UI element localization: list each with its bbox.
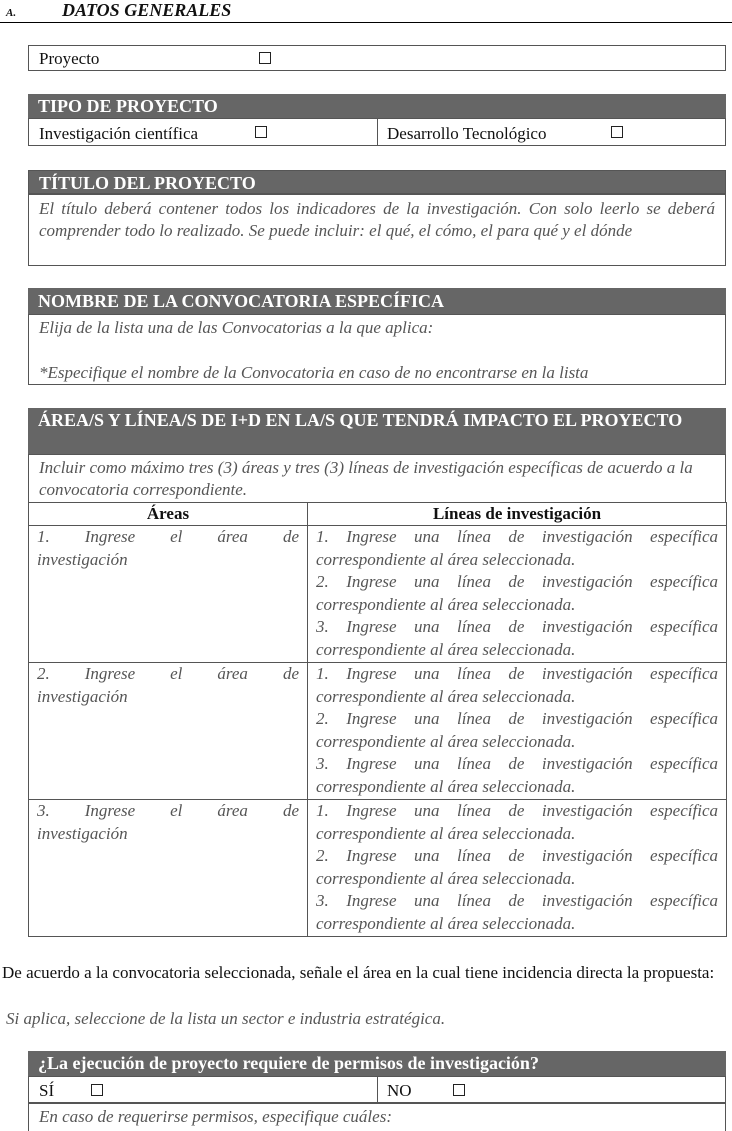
proyecto-label: Proyecto [39, 49, 100, 68]
linea-item: 2. Ingrese una línea de investigación específica correspondiente al área seleccionada. [316, 709, 718, 751]
lineas-cell-1[interactable] [308, 526, 727, 663]
sector-text: De acuerdo a la convocatoria seleccionada, señale el área en la cual tiene incidencia directa la propuesta: [2, 963, 715, 982]
areas-table [28, 502, 727, 937]
areas-header: ÁREA/S Y LÍNEA/S DE I+D EN LA/S QUE TENDRÁ IMPACTO EL PROYECTO [28, 408, 726, 454]
area-cell-3[interactable] [29, 800, 308, 937]
investigacion-checkbox[interactable] [255, 126, 267, 138]
linea-item: 1. Ingrese una línea de investigación específica correspondiente al área seleccionada. [316, 801, 718, 843]
linea-item: 2. Ingrese una línea de investigación específica correspondiente al área seleccionada. [316, 846, 718, 888]
proyecto-row [28, 45, 726, 71]
section-number: A. [6, 7, 17, 19]
permisos-divider [377, 1077, 378, 1102]
sector-hint[interactable]: Si aplica, seleccione de la lista un sector e industria estratégica. [6, 1009, 446, 1028]
tipo-option-investigacion: Investigación científica [39, 124, 199, 143]
lineas-cell-2[interactable] [308, 663, 727, 800]
convocatoria-hint: Elija de la lista una de las Convocatorias a la que aplica: [39, 318, 434, 337]
area-text: 1. Ingrese el área de [37, 527, 299, 546]
areas-table-header [29, 503, 727, 526]
permisos-no-label: NO [387, 1081, 412, 1100]
lineas-cell-3[interactable] [308, 800, 727, 937]
convocatoria-body[interactable] [28, 314, 726, 385]
permisos-yes-label: SÍ [39, 1081, 55, 1100]
section-title [0, 0, 732, 23]
col-lineas: Líneas de investigación [308, 503, 727, 526]
areas-hint: Incluir como máximo tres (3) áreas y tres (3) líneas de investigación específicas de acuerdo a la convocatoria correspondiente. [28, 454, 726, 503]
tipo-option-desarrollo: Desarrollo Tecnológico [387, 124, 547, 143]
linea-item: 3. Ingrese una línea de investigación específica correspondiente al área seleccionada. [316, 617, 718, 659]
convocatoria-header: NOMBRE DE LA CONVOCATORIA ESPECÍFICA [28, 288, 726, 314]
section-heading: DATOS GENERALES [62, 0, 232, 20]
convocatoria-note: *Especifique el nombre de la Convocatoria en caso de no encontrarse en la lista [39, 363, 589, 382]
linea-item: 2. Ingrese una línea de investigación específica correspondiente al área seleccionada. [316, 572, 718, 614]
linea-item: 3. Ingrese una línea de investigación específica correspondiente al área seleccionada. [316, 754, 718, 796]
area-text: 3. Ingrese el área de [37, 801, 299, 820]
permisos-header: ¿La ejecución de proyecto requiere de permisos de investigación? [28, 1051, 726, 1076]
area-text-cont: investigación [37, 549, 128, 569]
area-cell-2[interactable] [29, 663, 308, 800]
col-areas: Áreas [29, 503, 308, 526]
linea-item: 1. Ingrese una línea de investigación específica correspondiente al área seleccionada. [316, 664, 718, 706]
area-text-cont: investigación [37, 686, 128, 706]
linea-item: 1. Ingrese una línea de investigación específica correspondiente al área seleccionada. [316, 527, 718, 569]
permisos-yes-checkbox[interactable] [91, 1084, 103, 1096]
permisos-hint[interactable]: En caso de requerirse permisos, especifique cuáles: [28, 1103, 726, 1131]
permisos-no-checkbox[interactable] [453, 1084, 465, 1096]
table-row [29, 526, 727, 663]
proyecto-checkbox[interactable] [259, 52, 271, 64]
titulo-hint[interactable]: El título deberá contener todos los indicadores de la investigación. Con solo leerlo se deberá comprender todo lo realizado. Se puede incluir: el qué, el cómo, el para qué y el dónde [28, 194, 726, 266]
desarrollo-checkbox[interactable] [611, 126, 623, 138]
tipo-divider [377, 119, 378, 145]
linea-item: 3. Ingrese una línea de investigación específica correspondiente al área seleccionada. [316, 891, 718, 933]
table-row [29, 663, 727, 800]
area-text-cont: investigación [37, 823, 128, 843]
titulo-header: TÍTULO DEL PROYECTO [28, 170, 726, 194]
permisos-row [28, 1076, 726, 1103]
table-row [29, 800, 727, 937]
area-cell-1[interactable] [29, 526, 308, 663]
tipo-row [28, 118, 726, 146]
tipo-header: TIPO DE PROYECTO [28, 94, 726, 118]
area-text: 2. Ingrese el área de [37, 664, 299, 683]
